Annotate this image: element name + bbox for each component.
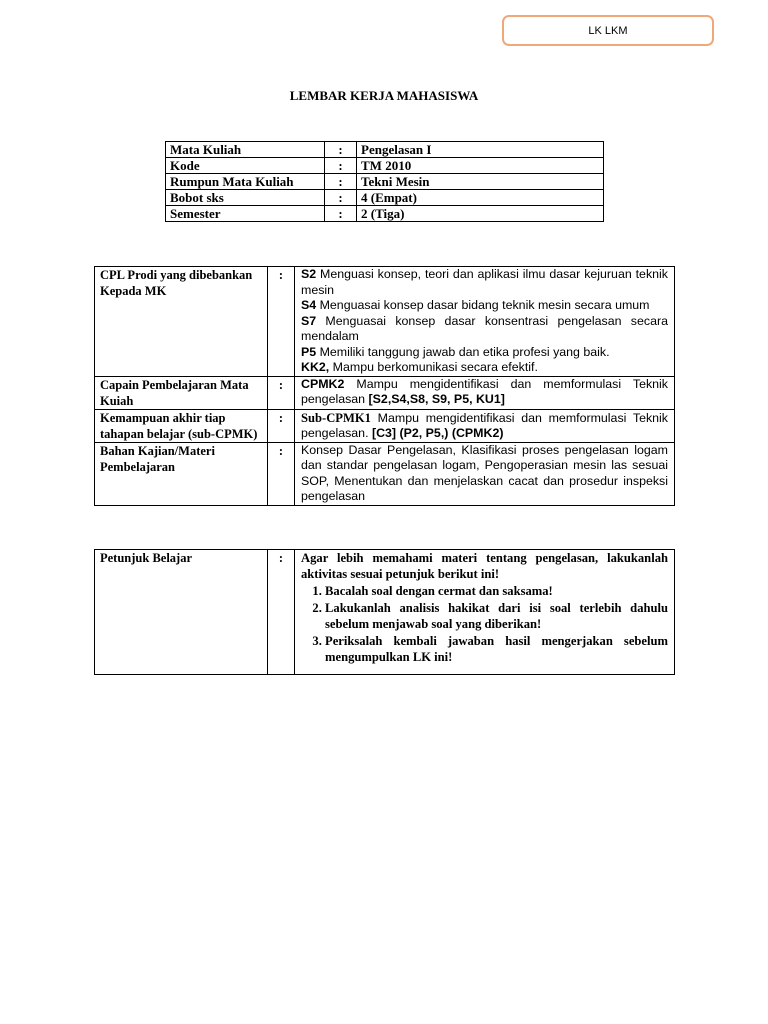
page-title: LEMBAR KERJA MAHASISWA xyxy=(289,88,479,103)
info-value: 4 (Empat) xyxy=(357,190,604,206)
table-row xyxy=(95,267,675,377)
table-row xyxy=(95,442,675,505)
info-separator: : xyxy=(325,158,357,174)
table-row xyxy=(166,174,604,190)
info-label: Mata Kuliah xyxy=(166,142,325,158)
table-row xyxy=(95,409,675,442)
cpl-item: P5 Memiliki tanggung jawab dan etika profesi yang baik. xyxy=(301,344,610,359)
study-instructions-table xyxy=(94,549,675,675)
cpl-item: S2 Menguasi konsep, teori dan aplikasi ilmu dasar kejuruan teknik mesin xyxy=(301,267,668,297)
info-separator: : xyxy=(325,142,357,158)
info-value: 2 (Tiga) xyxy=(357,206,604,222)
table-row xyxy=(166,206,604,222)
table-row xyxy=(166,142,604,158)
subcpmk-label: Kemampuan akhir tiap tahapan belajar (sub-CPMK) xyxy=(95,409,268,442)
petunjuk-separator: : xyxy=(268,550,295,675)
materi-content: Konsep Dasar Pengelasan, Klasifikasi proses pengelasan logam dan standar pengelasan logam, Pengoperasian mesin las sesuai SOP, Menentukan dan menjelaskan cacat dan prosedur inspeksi pengelasan xyxy=(295,442,675,505)
info-label: Semester xyxy=(166,206,325,222)
table-row xyxy=(166,158,604,174)
table-row xyxy=(95,550,675,675)
cpl-item: KK2, Mampu berkomunikasi secara efektif. xyxy=(301,360,538,374)
cpmk-content: CPMK2 Mampu mengidentifikasi dan memformulasi Teknik pengelasan [S2,S4,S8, S9, P5, KU1] xyxy=(295,376,675,409)
subcpmk-separator: : xyxy=(268,409,295,442)
info-label: Kode xyxy=(166,158,325,174)
cpmk-label: Capain Pembelajaran Mata Kuiah xyxy=(95,376,268,409)
table-row xyxy=(95,376,675,409)
list-item: 1. Bacalah soal dengan cermat dan saksama! xyxy=(325,583,668,599)
subcpmk-content: Sub-CPMK1 Mampu mengidentifikasi dan memformulasi Teknik pengelasan. [C3] (P2, P5,) (CPMK2) xyxy=(295,409,675,442)
info-separator: : xyxy=(325,174,357,190)
list-item: 2. Lakukanlah analisis hakikat dari isi soal terlebih dahulu sebelum menjawab soal yang diberikan! xyxy=(325,600,668,632)
cpl-label: CPL Prodi yang dibebankan Kepada MK xyxy=(95,267,268,377)
document-badge: LK LKM xyxy=(502,15,714,46)
info-value: TM 2010 xyxy=(357,158,604,174)
cpl-item: S7 Menguasai konsep dasar konsentrasi pengelasan secara mendalam xyxy=(301,313,668,343)
table-row xyxy=(166,190,604,206)
petunjuk-content xyxy=(295,550,675,675)
materi-separator: : xyxy=(268,442,295,505)
info-value: Pengelasan I xyxy=(357,142,604,158)
petunjuk-intro: Agar lebih memahami materi tentang pengelasan, lakukanlah aktivitas sesuai petunjuk berikut ini! xyxy=(301,551,668,581)
info-value: Tekni Mesin xyxy=(357,174,604,190)
cpl-separator: : xyxy=(268,267,295,377)
cpl-content xyxy=(295,267,675,377)
list-item: 3. Periksalah kembali jawaban hasil mengerjakan sebelum mengumpulkan LK ini! xyxy=(325,633,668,665)
cpl-item: S4 Menguasai konsep dasar bidang teknik mesin secara umum xyxy=(301,298,650,312)
materi-label: Bahan Kajian/Materi Pembelajaran xyxy=(95,442,268,505)
info-separator: : xyxy=(325,190,357,206)
info-label: Bobot sks xyxy=(166,190,325,206)
cpmk-separator: : xyxy=(268,376,295,409)
course-info-table xyxy=(165,141,604,222)
learning-outcomes-table xyxy=(94,266,675,506)
instruction-list xyxy=(301,583,668,665)
petunjuk-label: Petunjuk Belajar xyxy=(95,550,268,675)
info-label: Rumpun Mata Kuliah xyxy=(166,174,325,190)
info-separator: : xyxy=(325,206,357,222)
